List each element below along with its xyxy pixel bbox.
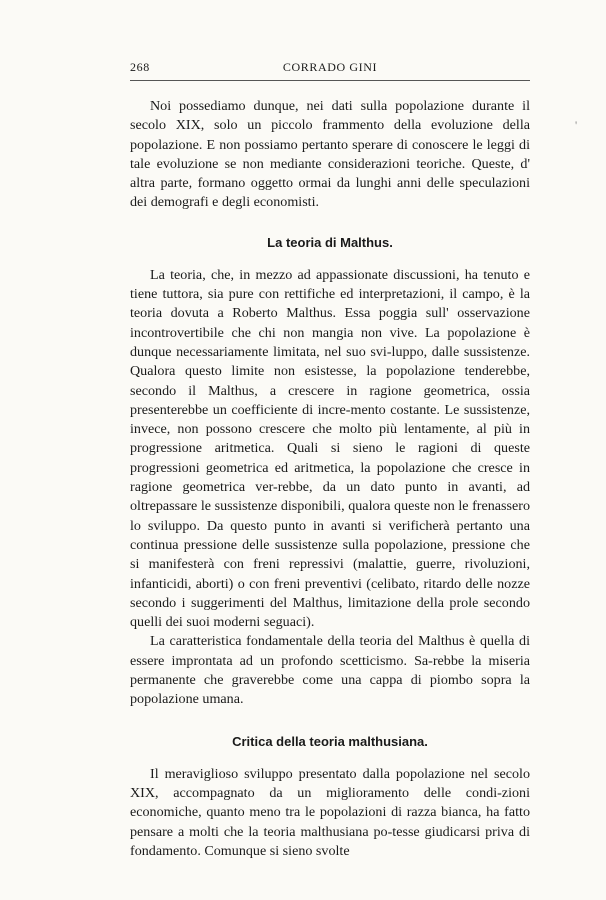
paragraph-malthus-2: La caratteristica fondamentale della teoria del Malthus è quella di essere improntata ad un profondo scetticismo. Sa-rebbe la miseria permanente che graverebbe come una cappa di piombo sopra la popolazione umana. [130, 633, 530, 708]
page-number: 268 [130, 60, 150, 74]
margin-mark: ' [575, 118, 578, 132]
section-heading-malthus: La teoria di Malthus. [267, 234, 393, 250]
page [130, 60, 530, 861]
paragraph-malthus-1: La teoria, che, in mezzo ad appassionate discussioni, ha tenuto e tiene tuttora, sia pure con rettifiche ed interpretazioni, il campo, è la teoria dovuta a Roberto Malthus. Essa poggia sull' osservazione incontrovertibile che chi non mangia non vive. La popolazione è dunque necessariamente limitata, nel suo svi-luppo, dalle sussistenze. Qualora questo limite non esistesse, la popolazione tenderebbe, secondo il Malthus, a crescere in ragione geometrica, ossia presenterebbe un coefficiente di incre-mento costante. Le sussistenze, invece, non possono crescere che molto più lentamente, al più in progressione aritmetica. Quali si sieno le ragioni di queste progressioni geometrica ed aritmetica, la popolazione che cresce in ragione geometrica ver-rebbe, da un dato punto in avanti, ad oltrepassare le sussistenze disponibili, qualora queste non le frenassero lo sviluppo. Da questo punto in avanti si verificherà pertanto una continua pressione delle sussistenze sulla popolazione, pressione che si manifesterà con freni repressivi (malattie, guerre, rivoluzioni, infanticidi, aborti) o con freni preventivi (celibato, ritardo delle nozze secondo i suggerimenti del Malthus, limitazione della prole secondo quelli dei suoi moderni seguaci). [130, 266, 530, 631]
running-header [130, 60, 530, 81]
running-title: CORRADO GINI [282, 60, 378, 74]
paragraph-intro: Noi possediamo dunque, nei dati sulla popolazione durante il secolo XIX, solo un piccolo frammento della evoluzione della popolazione. E non possiamo pertanto sperare di conoscere le leggi di tale evoluzione se non mediante considerazioni teoriche. Queste, d' altra parte, formano oggetto ormai da lunghi anni delle speculazioni dei demografi e degli economisti. [130, 98, 530, 211]
section-heading-critica: Critica della teoria malthusiana. [232, 733, 428, 749]
paragraph-critica-1: Il meraviglioso sviluppo presentato dalla popolazione nel secolo XIX, accompagnato da un miglioramento delle condi-zioni economiche, quanto meno tra le popolazioni di razza bianca, ha fatto pensare a molti che la teoria malthusiana po-tesse giudicarsi priva di fondamento. Comunque si sieno svolte [130, 765, 530, 859]
